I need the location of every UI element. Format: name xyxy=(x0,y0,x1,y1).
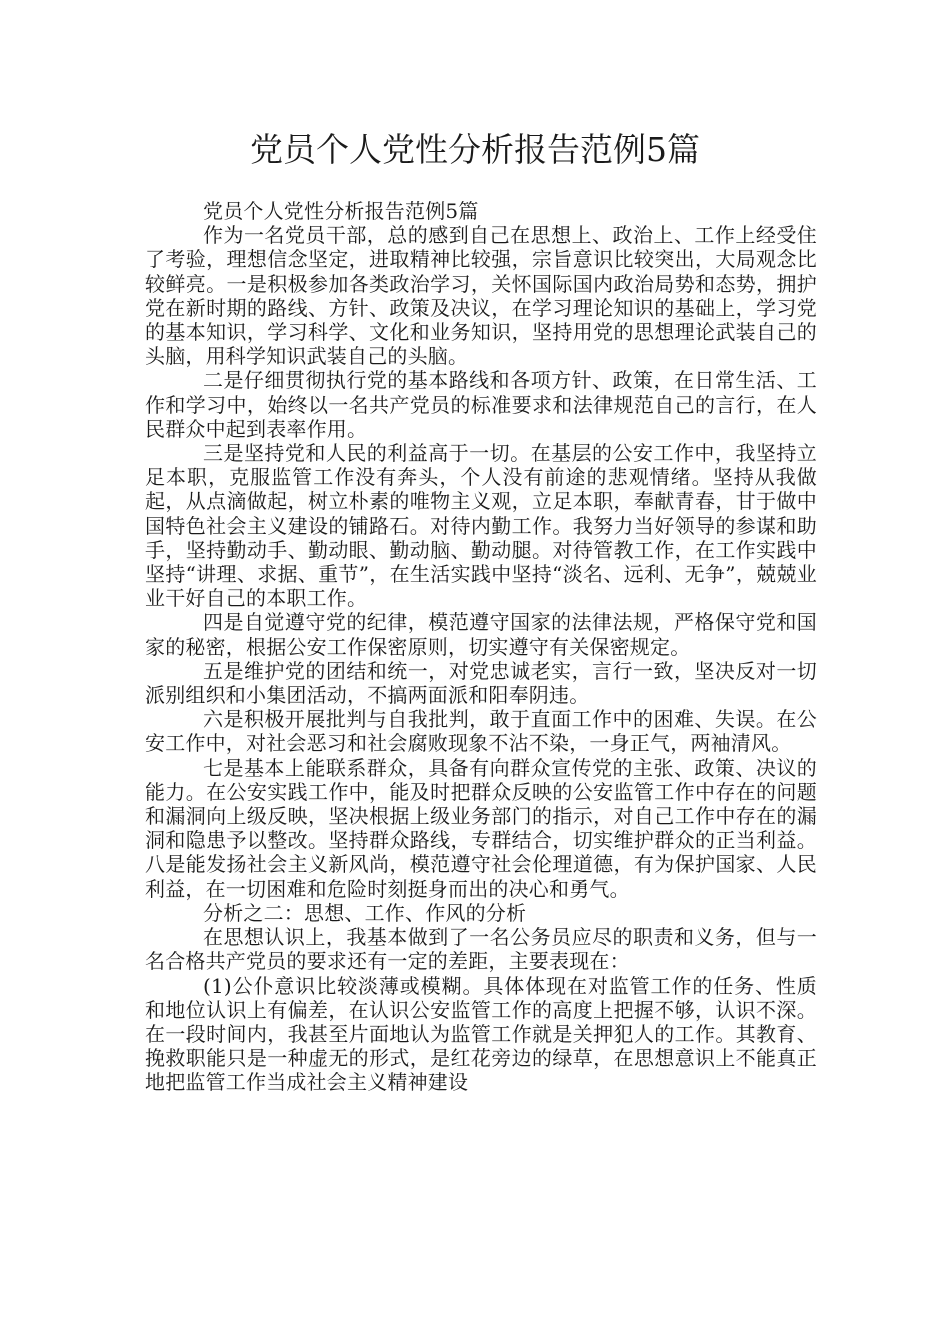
paragraph: 七是基本上能联系群众，具备有向群众宣传党的主张、政策、决议的能力。在公安实践工作中，能及时把群众反映的公安监管工作中存在的问题和漏洞向上级反映，坚决根据上级业务部门的指示，对自己工作中存在的漏洞和隐患予以整改。坚持群众路线，专群结合，切实维护群众的正当利益。八是能发扬社会主义新风尚，模范遵守社会伦理道德，有为保护国家、人民利益，在一切困难和危险时刻挺身而出的决心和勇气。 xyxy=(145,755,817,901)
document-body xyxy=(145,199,817,1095)
paragraph-subtitle: 党员个人党性分析报告范例5篇 xyxy=(203,199,479,223)
paragraph: 五是维护党的团结和统一，对党忠诚老实，言行一致，坚决反对一切派别组织和小集团活动，不搞两面派和阳奉阴违。 xyxy=(145,658,817,708)
paragraph: (1)公仆意识比较淡薄或模糊。具体体现在对监管工作的任务、性质和地位认识上有偏差，在认识公安监管工作的高度上把握不够，认识不深。在一段时间内，我甚至片面地认为监管工作就是关押犯人的工作。其教育、挽救职能只是一种虚无的形式，是红花旁边的绿草，在思想意识上不能真正地把监管工作当成社会主义精神建设 xyxy=(145,973,817,1095)
paragraph: 作为一名党员干部，总的感到自己在思想上、政治上、工作上经受住了考验，理想信念坚定，进取精神比较强，宗旨意识比较突出，大局观念比较鲜亮。一是积极参加各类政治学习，关怀国际国内政治局势和态势，拥护党在新时期的路线、方针、政策及决议，在学习理论知识的基础上，学习党的基本知识，学习科学、文化和业务知识，坚持用党的思想理论武装自己的头脑，用科学知识武装自己的头脑。 xyxy=(145,223,817,369)
paragraph: 三是坚持党和人民的利益高于一切。在基层的公安工作中，我坚持立足本职，克服监管工作没有奔头，个人没有前途的悲观情绪。坚持从我做起，从点滴做起，树立朴素的唯物主义观，立足本职，奉献青春，甘于做中国特色社会主义建设的铺路石。对待内勤工作。我努力当好领导的参谋和助手，坚持勤动手、勤动眼、勤动脑、勤动腿。对待管教工作，在工作实践中坚持“讲理、求据、重节”，在生活实践中坚持“淡名、远利、无争”，兢兢业业干好自己的本职工作。 xyxy=(145,441,817,611)
paragraph: 在思想认识上，我基本做到了一名公务员应尽的职责和义务，但与一名合格共产党员的要求还有一定的差距，主要表现在： xyxy=(145,925,817,974)
section-heading: 分析之二：思想、工作、作风的分析 xyxy=(203,900,527,925)
document-title: 党员个人党性分析报告范例5篇 xyxy=(250,130,700,169)
paragraph: 四是自觉遵守党的纪律，模范遵守国家的法律法规，严格保守党和国家的秘密，根据公安工作保密原则，切实遵守有关保密规定。 xyxy=(145,610,817,659)
paragraph: 六是积极开展批判与自我批判，敢于直面工作中的困难、失误。在公安工作中，对社会恶习和社会腐败现象不沾不染，一身正气，两袖清风。 xyxy=(145,707,817,756)
paragraph: 二是仔细贯彻执行党的基本路线和各项方针、政策，在日常生活、工作和学习中，始终以一名共产党员的标准要求和法律规范自己的言行，在人民群众中起到表率作用。 xyxy=(145,368,817,441)
